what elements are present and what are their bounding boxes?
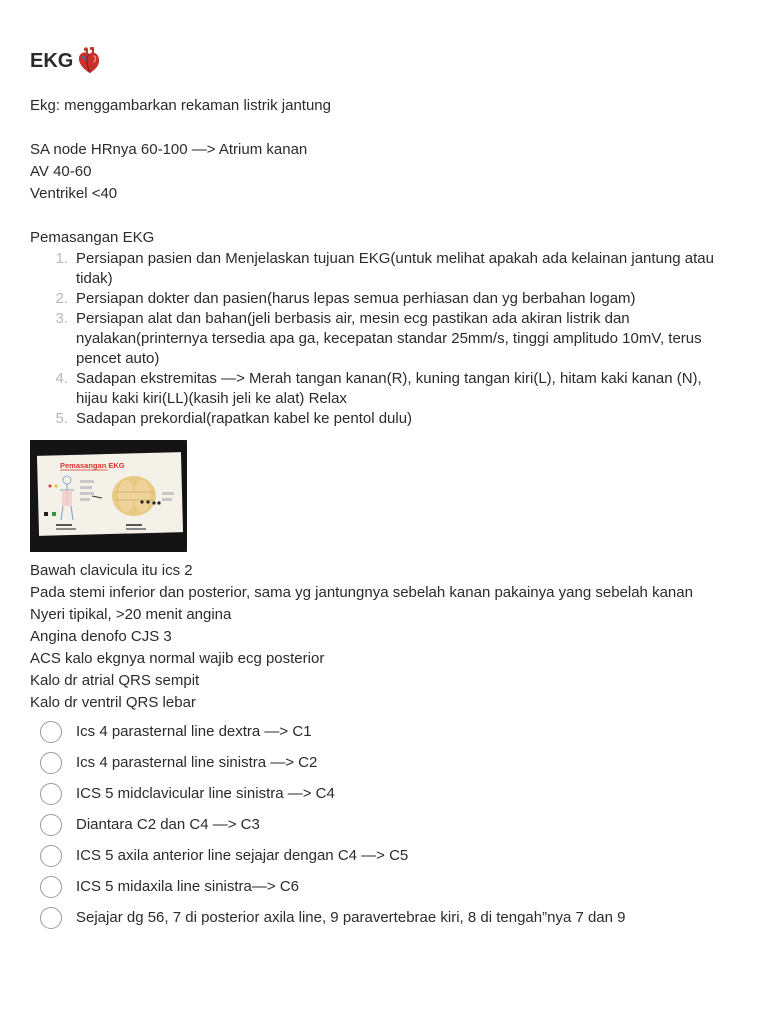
rate-line-sa-node: SA node HRnya 60-100 —> Atrium kanan	[30, 141, 308, 158]
checkbox-circle[interactable]	[40, 783, 62, 805]
note-line: ACS kalo ekgnya normal wajib ecg posterior	[30, 650, 325, 667]
section-heading: Pemasangan EKG	[30, 229, 155, 246]
checkbox-circle[interactable]	[40, 814, 62, 836]
step-item: Persiapan dokter dan pasien(harus lepas semua perhiasan dan yg berbahan logam)	[76, 290, 636, 307]
rate-line-ventrikel: Ventrikel <40	[30, 185, 118, 202]
checkbox-circle[interactable]	[40, 907, 62, 929]
note-line: Bawah clavicula itu ics 2	[30, 562, 193, 579]
checklist-item	[40, 716, 732, 747]
checklist-item	[40, 747, 732, 778]
note-line: Pada stemi inferior dan posterior, sama yg jantungnya sebelah kanan pakainya yang sebelah kanan	[30, 584, 693, 601]
checklist-item-text: Diantara C2 dan C4 —> C3	[76, 815, 260, 833]
pemasangan-steps-list	[30, 249, 732, 429]
slide-photo[interactable]	[30, 440, 187, 552]
note-line: Nyeri tipikal, >20 menit angina	[30, 606, 232, 623]
checklist-item	[40, 809, 732, 840]
checklist-item	[40, 840, 732, 871]
note-line: Kalo dr atrial QRS sempit	[30, 672, 200, 689]
checkbox-circle[interactable]	[40, 752, 62, 774]
checklist-item-text: Ics 4 parasternal line sinistra —> C2	[76, 753, 318, 771]
note-line: Kalo dr ventril QRS lebar	[30, 694, 196, 711]
ekg-definition: Ekg: menggambarkan rekaman listrik jantung	[30, 97, 331, 114]
anatomical-heart-icon	[76, 47, 102, 75]
checklist-item	[40, 902, 732, 933]
checklist-item-text: ICS 5 midclavicular line sinistra —> C4	[76, 784, 335, 802]
note-title[interactable]	[30, 47, 732, 75]
checkbox-circle[interactable]	[40, 845, 62, 867]
checklist-item-text: Sejajar dg 56, 7 di posterior axila line, 9 paravertebrae kiri, 8 di tengah”nya 7 dan 9	[76, 908, 626, 926]
slide-title: Pemasangan EKG	[60, 461, 125, 470]
checklist-item-text: ICS 5 axila anterior line sejajar dengan C4 —> C5	[76, 846, 409, 864]
step-item: Sadapan prekordial(rapatkan kabel ke pentol dulu)	[76, 410, 413, 427]
checklist-item	[40, 871, 732, 902]
rate-line-av: AV 40-60	[30, 163, 92, 180]
precordial-checklist	[30, 716, 732, 933]
checkbox-circle[interactable]	[40, 721, 62, 743]
checkbox-circle[interactable]	[40, 876, 62, 898]
checklist-item	[40, 778, 732, 809]
checklist-item-text: ICS 5 midaxila line sinistra—> C6	[76, 877, 300, 895]
note-title-text: EKG	[30, 50, 74, 72]
note-line: Angina denofo CJS 3	[30, 628, 172, 645]
step-item: Persiapan pasien dan Menjelaskan tujuan EKG(untuk melihat apakah ada kelainan jantung atau tidak)	[76, 250, 714, 287]
step-item: Persiapan alat dan bahan(jeli berbasis air, mesin ecg pastikan ada akiran listrik dan nyalakan(printernya tersedia apa ga, kecepatan standar 25mm/s, tinggi amplitudo 10mV, terus pencet auto)	[76, 310, 702, 367]
step-item: Sadapan ekstremitas —> Merah tangan kanan(R), kuning tangan kiri(L), hitam kaki kanan (N), hijau kaki kiri(LL)(kasih jeli ke alat) Relax	[76, 370, 702, 407]
checklist-item-text: Ics 4 parasternal line dextra —> C1	[76, 722, 312, 740]
